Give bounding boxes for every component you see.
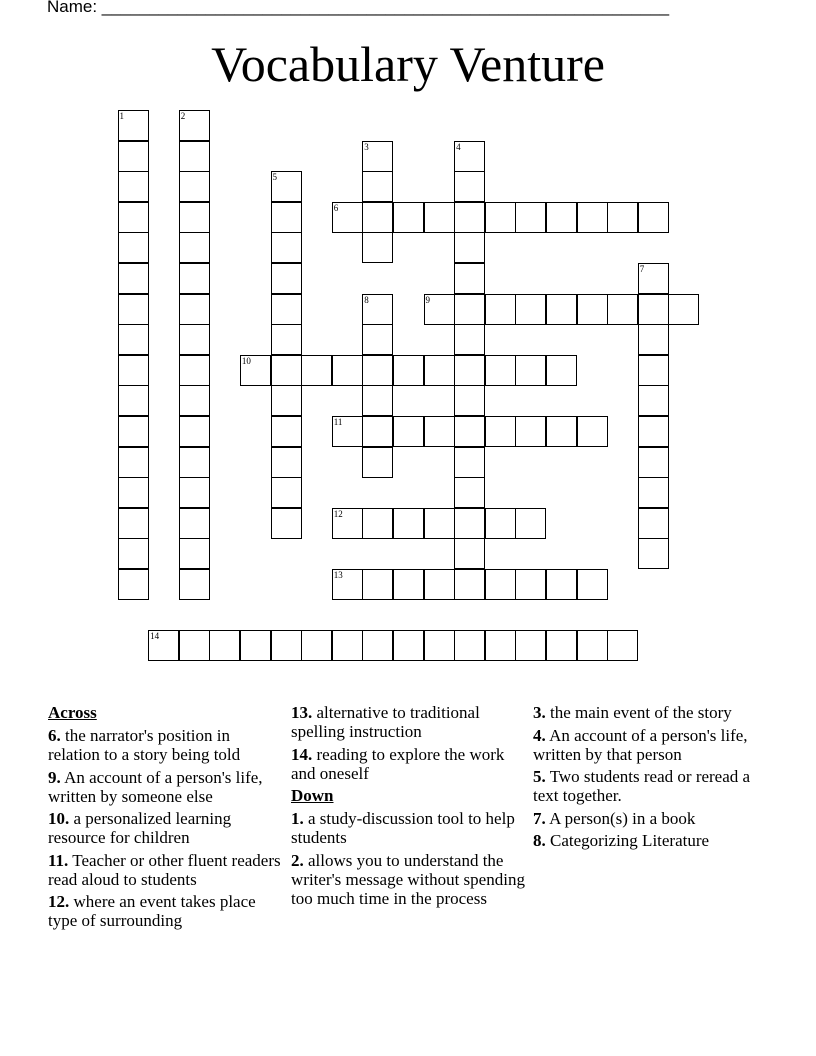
grid-cell[interactable] — [118, 477, 149, 508]
grid-cell[interactable] — [148, 630, 179, 661]
grid-cell[interactable] — [271, 232, 302, 263]
grid-cell[interactable] — [454, 447, 485, 478]
grid-cell[interactable] — [454, 294, 485, 325]
grid-cell[interactable] — [515, 416, 546, 447]
grid-cell[interactable] — [118, 538, 149, 569]
grid-cell[interactable] — [393, 202, 424, 233]
clue-down-5 — [533, 767, 769, 805]
grid-cell[interactable] — [179, 477, 210, 508]
grid-cell[interactable] — [118, 202, 149, 233]
grid-cell[interactable] — [424, 355, 455, 386]
down-heading: Down — [291, 786, 334, 805]
grid-cell[interactable] — [271, 385, 302, 416]
clues-column-2 — [291, 703, 527, 911]
clue-down-7 — [533, 809, 769, 828]
grid-cell[interactable] — [485, 294, 516, 325]
grid-cell[interactable] — [638, 355, 669, 386]
grid-cell[interactable] — [454, 171, 485, 202]
grid-cell[interactable] — [118, 324, 149, 355]
grid-cell[interactable] — [271, 416, 302, 447]
grid-cell[interactable] — [362, 447, 393, 478]
grid-cell[interactable] — [179, 630, 210, 661]
cell-number: 11 — [333, 417, 343, 427]
grid-cell[interactable] — [301, 630, 332, 661]
grid-cell[interactable] — [577, 569, 608, 600]
clue-across-12 — [48, 892, 284, 930]
grid-cell[interactable] — [485, 630, 516, 661]
grid-cell[interactable] — [485, 416, 516, 447]
clue-across-14 — [291, 745, 527, 783]
clue-text: allows you to understand the writer's message without spending too much time in the process — [291, 850, 525, 908]
grid-cell[interactable] — [179, 416, 210, 447]
grid-cell[interactable] — [332, 630, 363, 661]
grid-cell[interactable] — [271, 202, 302, 233]
grid-cell[interactable] — [118, 263, 149, 294]
grid-cell[interactable] — [118, 171, 149, 202]
grid-cell[interactable] — [179, 294, 210, 325]
grid-cell[interactable] — [546, 294, 577, 325]
grid-cell[interactable] — [607, 294, 638, 325]
grid-cell[interactable] — [454, 538, 485, 569]
clue-text: where an event takes place type of surrounding — [48, 892, 256, 930]
clue-number: 2. — [291, 850, 304, 870]
grid-cell[interactable] — [271, 355, 302, 386]
grid-cell[interactable] — [454, 324, 485, 355]
cell-number: 5 — [272, 172, 277, 183]
cell-number: 10 — [241, 355, 251, 366]
grid-cell[interactable] — [485, 569, 516, 600]
grid-cell[interactable] — [179, 232, 210, 263]
grid-cell[interactable] — [271, 294, 302, 325]
clues-column-1 — [48, 703, 284, 934]
clue-number: 6. — [48, 726, 61, 745]
clue-text: An account of a person's life, written by that person — [533, 725, 748, 764]
grid-cell[interactable] — [454, 508, 485, 539]
grid-cell[interactable] — [393, 508, 424, 539]
grid-cell[interactable] — [577, 202, 608, 233]
grid-cell[interactable] — [546, 630, 577, 661]
grid-cell[interactable] — [515, 508, 546, 539]
grid-cell[interactable] — [179, 324, 210, 355]
clue-text: a study-discussion tool to help students — [291, 809, 515, 847]
grid-cell[interactable] — [638, 538, 669, 569]
cell-number: 12 — [333, 508, 343, 519]
cell-number: 2 — [180, 111, 186, 121]
grid-cell[interactable] — [454, 263, 485, 294]
grid-cell[interactable] — [638, 385, 669, 416]
grid-cell[interactable] — [638, 447, 669, 478]
grid-cell[interactable] — [393, 569, 424, 600]
grid-cell[interactable] — [332, 202, 363, 233]
grid-cell[interactable] — [638, 294, 669, 325]
clue-number: 9. — [48, 767, 61, 787]
grid-cell[interactable] — [301, 355, 332, 386]
clue-number: 3. — [533, 703, 546, 722]
grid-cell[interactable] — [362, 324, 393, 355]
grid-cell[interactable] — [362, 294, 393, 325]
grid-cell[interactable] — [515, 294, 546, 325]
grid-cell[interactable] — [485, 202, 516, 233]
cell-number: 14 — [150, 631, 160, 642]
grid-cell[interactable] — [332, 508, 363, 539]
grid-cell[interactable] — [118, 141, 149, 172]
grid-cell[interactable] — [454, 202, 485, 233]
grid-cell[interactable] — [393, 630, 424, 661]
grid-cell[interactable] — [118, 416, 149, 447]
clue-text: Two students read or reread a text together. — [533, 767, 751, 805]
clue-number: 14. — [291, 744, 313, 764]
grid-cell[interactable] — [271, 508, 302, 539]
grid-cell[interactable] — [179, 355, 210, 386]
grid-cell[interactable] — [362, 202, 393, 233]
grid-cell[interactable] — [271, 477, 302, 508]
cell-number: 3 — [364, 141, 369, 152]
grid-cell[interactable] — [271, 171, 302, 202]
grid-cell[interactable] — [424, 416, 455, 447]
grid-cell[interactable] — [454, 355, 485, 386]
grid-cell[interactable] — [454, 569, 485, 600]
grid-cell[interactable] — [332, 416, 363, 447]
grid-cell[interactable] — [179, 508, 210, 539]
grid-cell[interactable] — [515, 569, 546, 600]
grid-cell[interactable] — [515, 202, 546, 233]
grid-cell[interactable] — [179, 263, 210, 294]
grid-cell[interactable] — [638, 324, 669, 355]
clue-number: 10. — [48, 809, 70, 828]
clue-number: 4. — [533, 725, 546, 745]
clue-down-8 — [533, 831, 769, 850]
grid-cell[interactable] — [271, 630, 302, 661]
clue-number: 7. — [533, 808, 546, 828]
clue-text: alternative to traditional spelling instruction — [291, 703, 480, 741]
grid-cell[interactable] — [118, 355, 149, 386]
cell-number: 9 — [425, 294, 430, 305]
grid-cell[interactable] — [485, 355, 516, 386]
grid-cell[interactable] — [179, 110, 210, 141]
grid-cell[interactable] — [362, 569, 393, 600]
grid-cell[interactable] — [118, 508, 149, 539]
grid-cell[interactable] — [424, 202, 455, 233]
grid-cell[interactable] — [362, 141, 393, 172]
grid-cell[interactable] — [546, 569, 577, 600]
across-heading: Across — [48, 703, 97, 722]
grid-cell[interactable] — [607, 202, 638, 233]
grid-cell[interactable] — [271, 263, 302, 294]
grid-cell[interactable] — [454, 477, 485, 508]
grid-cell[interactable] — [179, 569, 210, 600]
clue-across-13 — [291, 703, 527, 741]
grid-cell[interactable] — [362, 508, 393, 539]
clue-text: Teacher or other fluent readers read aloud to students — [48, 850, 281, 889]
grid-cell[interactable] — [362, 171, 393, 202]
clue-down-4 — [533, 726, 769, 764]
grid-cell[interactable] — [577, 416, 608, 447]
grid-cell[interactable] — [240, 630, 271, 661]
grid-cell[interactable] — [424, 569, 455, 600]
grid-cell[interactable] — [424, 630, 455, 661]
grid-cell[interactable] — [424, 508, 455, 539]
grid-cell[interactable] — [454, 630, 485, 661]
grid-cell[interactable] — [118, 447, 149, 478]
name-field-label: Name: ____________________________________________________________ — [47, 0, 670, 16]
grid-cell[interactable] — [362, 232, 393, 263]
grid-cell[interactable] — [638, 508, 669, 539]
clue-number: 13. — [291, 703, 313, 722]
grid-cell[interactable] — [454, 385, 485, 416]
grid-cell[interactable] — [179, 171, 210, 202]
clue-number: 8. — [533, 831, 546, 850]
cell-number: 1 — [119, 111, 124, 121]
clue-across-11 — [48, 851, 284, 889]
grid-cell[interactable] — [362, 416, 393, 447]
clue-down-1 — [291, 809, 527, 847]
grid-cell[interactable] — [362, 355, 393, 386]
clue-down-3 — [533, 703, 769, 722]
clue-number: 11. — [48, 850, 69, 870]
grid-cell[interactable] — [179, 385, 210, 416]
grid-cell[interactable] — [118, 110, 149, 141]
grid-cell[interactable] — [118, 385, 149, 416]
clue-down-2 — [291, 851, 527, 908]
grid-cell[interactable] — [577, 630, 608, 661]
grid-cell[interactable] — [118, 232, 149, 263]
grid-cell[interactable] — [485, 508, 516, 539]
grid-cell[interactable] — [638, 416, 669, 447]
cell-number: 6 — [333, 202, 339, 213]
grid-cell[interactable] — [577, 294, 608, 325]
grid-cell[interactable] — [454, 232, 485, 263]
grid-cell[interactable] — [179, 202, 210, 233]
grid-cell[interactable] — [179, 538, 210, 569]
grid-cell[interactable] — [271, 447, 302, 478]
page-title: Vocabulary Venture — [211, 36, 605, 92]
grid-cell[interactable] — [332, 355, 363, 386]
grid-cell[interactable] — [424, 294, 455, 325]
clue-text: A person(s) in a book — [549, 808, 696, 828]
grid-cell[interactable] — [362, 385, 393, 416]
grid-cell[interactable] — [515, 355, 546, 386]
grid-cell[interactable] — [546, 355, 577, 386]
grid-cell[interactable] — [454, 416, 485, 447]
grid-cell[interactable] — [546, 416, 577, 447]
grid-cell[interactable] — [362, 630, 393, 661]
cell-number: 4 — [456, 141, 461, 152]
grid-cell[interactable] — [179, 447, 210, 478]
clue-text: a personalized learning resource for children — [48, 809, 232, 847]
clue-text: the narrator's position in relation to a story being told — [48, 726, 241, 764]
grid-cell[interactable] — [332, 569, 363, 600]
grid-cell[interactable] — [393, 355, 424, 386]
clue-text: the main event of the story — [550, 703, 732, 722]
grid-cell[interactable] — [393, 416, 424, 447]
grid-cell[interactable] — [607, 630, 638, 661]
clues-column-3 — [533, 703, 769, 854]
cell-number: 7 — [639, 264, 645, 274]
grid-cell[interactable] — [118, 294, 149, 325]
cell-number: 8 — [364, 294, 369, 305]
grid-cell[interactable] — [240, 355, 271, 386]
grid-cell[interactable] — [638, 202, 669, 233]
grid-cell[interactable] — [638, 263, 669, 294]
grid-cell[interactable] — [668, 294, 699, 325]
grid-cell[interactable] — [118, 569, 149, 600]
clue-number: 12. — [48, 892, 70, 911]
clue-across-10 — [48, 809, 284, 847]
grid-cell[interactable] — [179, 141, 210, 172]
clue-text: An account of a person's life, written by someone else — [48, 767, 263, 806]
grid-cell[interactable] — [515, 630, 546, 661]
grid-cell[interactable] — [638, 477, 669, 508]
cell-number: 13 — [333, 570, 343, 580]
clue-number: 5. — [533, 767, 546, 786]
grid-cell[interactable] — [209, 630, 240, 661]
clue-text: Categorizing Literature — [550, 831, 710, 850]
clue-across-9 — [48, 768, 284, 806]
clue-text: reading to explore the work and oneself — [291, 744, 505, 783]
grid-cell[interactable] — [271, 324, 302, 355]
grid-cell[interactable] — [546, 202, 577, 233]
grid-cell[interactable] — [454, 141, 485, 172]
clue-across-6 — [48, 726, 284, 764]
clue-number: 1. — [291, 809, 304, 828]
